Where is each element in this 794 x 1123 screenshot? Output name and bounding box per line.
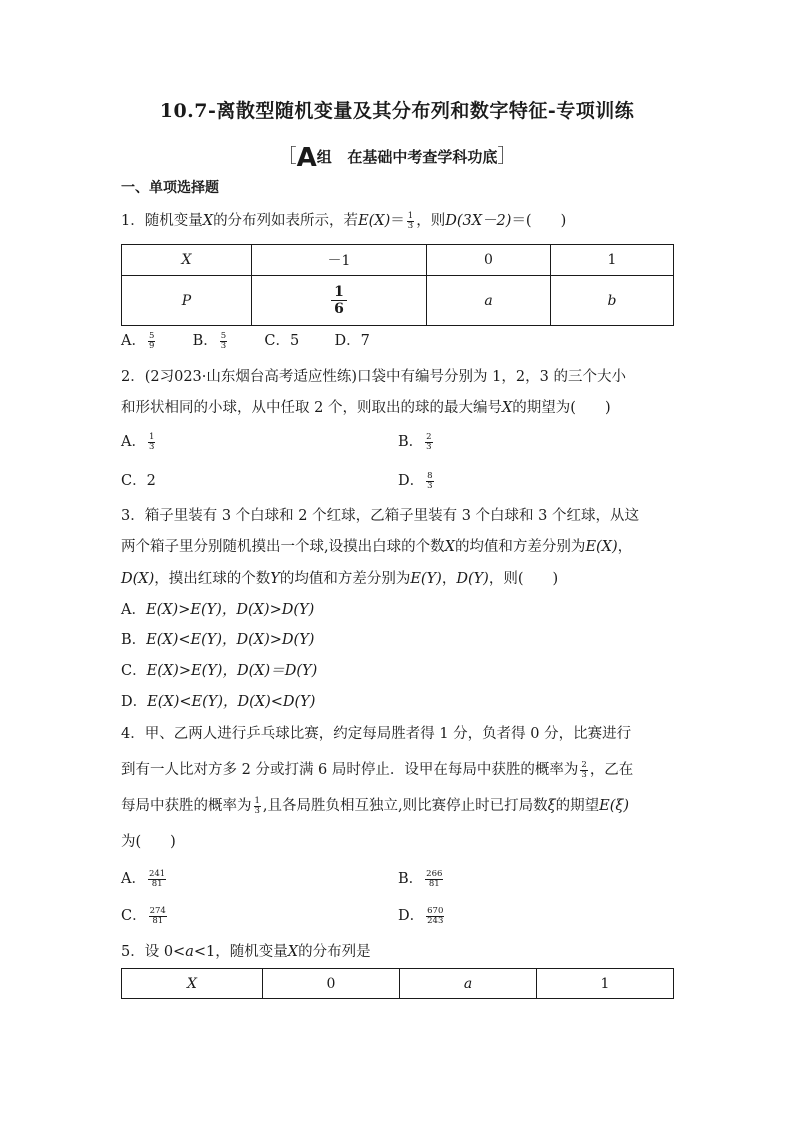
q4-line-2: 到有一人比对方多 2 分或打满 6 局时停止．设甲在每局中获胜的概率为 $\frac{2}{3}$ ，乙在 <box>121 759 634 780</box>
q2-line-2: 和形状相同的小球，从中任取 2 个，则取出的球的最大编号X的期望为( ) <box>121 400 611 416</box>
q4-option-a[interactable]: A． $\frac{241}{81}$ <box>121 868 166 889</box>
q3-line-3: D(X)，摸出红球的个数Y的均值和方差分别为E(Y)，D(Y)，则( ) <box>121 571 559 587</box>
q1-ex: E(X) <box>358 213 391 229</box>
group-bracket-close: ］ <box>497 145 517 167</box>
q3-line-1: 3．箱子里装有 3 个白球和 2 个红球，乙箱子里装有 3 个白球和 3 个红球，从这 <box>121 508 639 524</box>
q1-option-d[interactable]: D．7 <box>334 333 370 349</box>
group-bracket-open: ［ <box>277 145 297 167</box>
q1-stem <box>121 211 566 231</box>
q1-p-num: 1 <box>331 284 347 301</box>
q3-option-a[interactable]: A．E(X)>E(Y)，D(X)>D(Y) <box>121 602 315 618</box>
q1-option-b[interactable]: B． $\frac{5}{3}$ <box>192 330 227 351</box>
q5-stem: 5．设 0<a<1，随机变量X的分布列是 <box>121 944 371 960</box>
table-row <box>122 276 674 326</box>
q4-option-c[interactable]: C． $\frac{274}{81}$ <box>121 905 166 926</box>
q1-frac-den: 3 <box>407 220 414 231</box>
q3-option-b[interactable]: B．E(X)<E(Y)，D(X)>D(Y) <box>121 632 315 648</box>
q2-option-d[interactable]: D． $\frac{8}{3}$ <box>398 470 433 491</box>
q1-dx: D(3X－2) <box>445 213 512 229</box>
q1-stem-g: ＝( ) <box>511 213 567 229</box>
table-cell: 1 <box>537 969 674 999</box>
q4-line-1: 4．甲、乙两人进行乒乓球比赛，约定每局胜者得 1 分，负者得 0 分，比赛进行 <box>121 726 632 742</box>
table-cell: X <box>122 969 263 999</box>
page-title: 10.7-离散型随机变量及其分布列和数字特征-专项训练 <box>159 100 635 122</box>
group-letter: A <box>296 143 317 173</box>
q1-stem-e: ，则 <box>416 213 446 229</box>
q3-option-c[interactable]: C．E(X)>E(Y)，D(X)＝D(Y) <box>121 663 318 679</box>
table-cell: 0 <box>263 969 400 999</box>
q1-p-den: 6 <box>334 301 344 317</box>
table-cell: －1 <box>252 245 427 276</box>
q3-line-2: 两个箱子里分别随机摸出一个球,设摸出白球的个数X的均值和方差分别为E(X)， <box>121 539 633 555</box>
q2-line-1: 2．(2习023·山东烟台高考适应性练)口袋中有编号分别为 1，2，3 的三个大小 <box>121 369 626 385</box>
q2-option-c[interactable]: C．2 <box>121 473 156 489</box>
section-heading: 一、单项选择题 <box>121 180 219 196</box>
table-row <box>122 245 674 276</box>
q2-option-a[interactable]: A． $\frac{1}{3}$ <box>121 431 155 452</box>
q1-distribution-table <box>121 244 674 326</box>
table-cell: 0 <box>427 245 551 276</box>
q5-distribution-table <box>121 968 674 999</box>
q3-option-d[interactable]: D．E(X)<E(Y)，D(X)<D(Y) <box>121 694 316 710</box>
q4-line-3: 每局中获胜的概率为 $\frac{1}{3}$ ,且各局胜负相互独立,则比赛停止时已打局数ξ的期望E(ξ) <box>121 795 630 816</box>
table-row <box>122 969 674 999</box>
q1-frac <box>407 212 414 231</box>
q1-frac-num: 1 <box>407 210 414 221</box>
q1-options <box>121 331 370 351</box>
table-cell: X <box>122 245 252 276</box>
q2-option-b[interactable]: B． $\frac{2}{3}$ <box>398 431 432 452</box>
table-cell: P <box>122 276 252 326</box>
group-label: 组 <box>316 148 332 166</box>
table-cell: 1 <box>551 245 674 276</box>
table-cell <box>252 276 427 326</box>
q1-var: X <box>202 213 214 229</box>
q1-option-c[interactable]: C．5 <box>264 333 300 349</box>
q1-stem-b: 的分布列如表所示，若 <box>213 213 359 229</box>
table-cell: a <box>400 969 537 999</box>
q1-stem-a: 1．随机变量 <box>121 213 203 229</box>
q1-eq: ＝ <box>390 213 405 229</box>
q1-p-fraction <box>331 284 347 317</box>
q4-option-b[interactable]: B． $\frac{266}{81}$ <box>398 868 443 889</box>
table-cell: a <box>427 276 551 326</box>
group-subtitle: 在基础中考查学科功底 <box>347 148 498 166</box>
q1-option-a[interactable]: A． $\frac{5}{9}$ <box>121 330 155 351</box>
q4-option-d[interactable]: D． $\frac{670}{243}$ <box>398 905 444 926</box>
table-cell: b <box>551 276 674 326</box>
group-heading <box>0 141 794 173</box>
q4-line-4: 为( ) <box>121 834 176 850</box>
